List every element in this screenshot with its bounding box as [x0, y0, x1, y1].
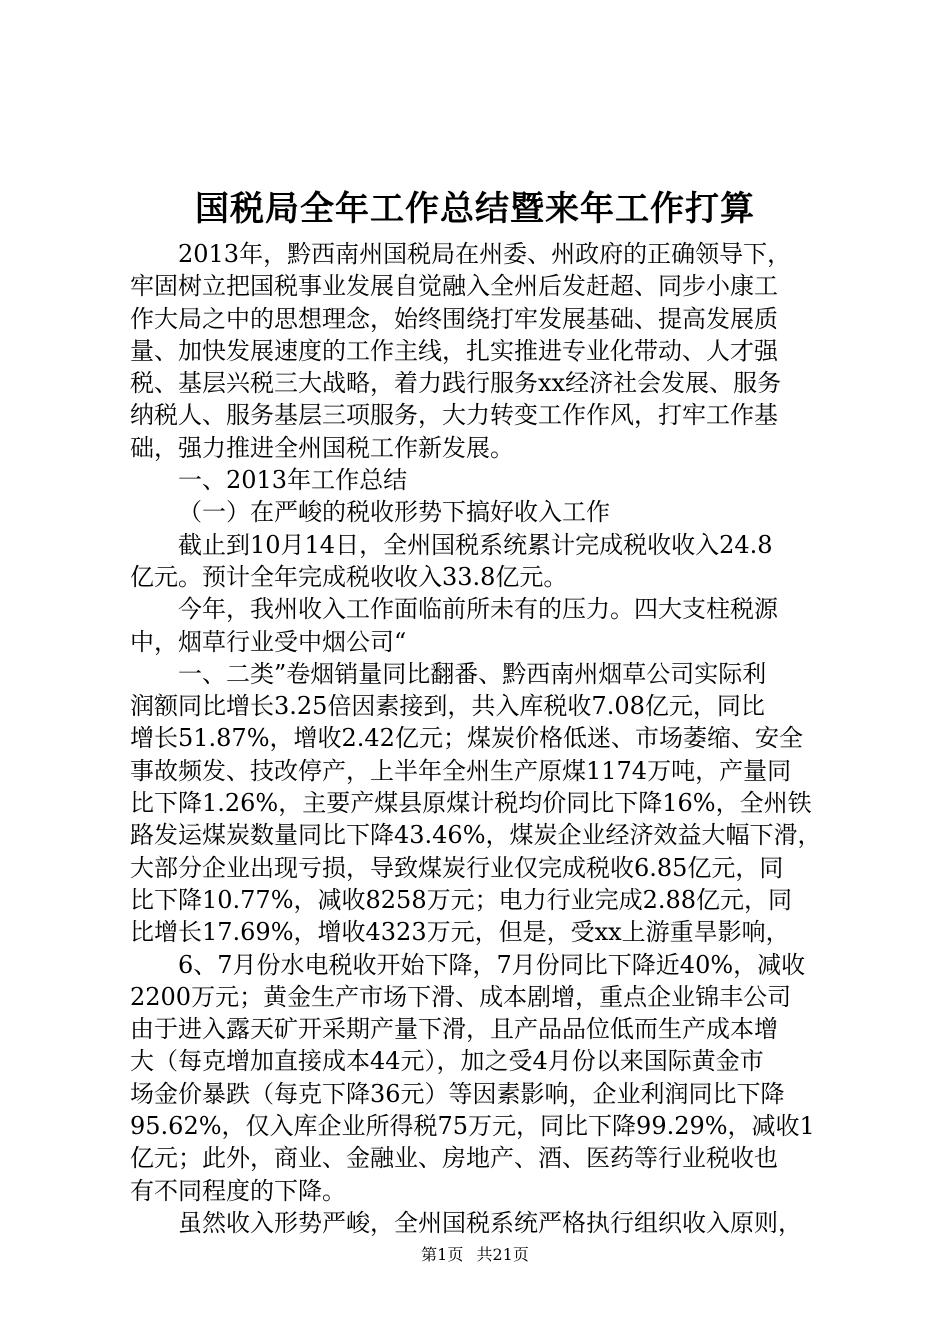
text-line: 有不同程度的下降。	[130, 1176, 346, 1205]
text-line: 由于进入露天矿开采期产量下滑，且产品品位低而生产成本增	[130, 1015, 778, 1044]
text-line: 今年，我州收入工作面临前所未有的压力。四大支柱税源	[178, 595, 778, 624]
page-number: 第1页	[421, 1245, 464, 1264]
text-line: 税、基层兴税三大战略，着力践行服务xx经济社会发展、服务	[130, 369, 782, 398]
text-line: 大部分企业出现亏损，导致煤炭行业仅完成税收6.85亿元，同	[130, 853, 784, 882]
text-line: 场金价暴跌（每克下降36元）等因素影响，企业利润同比下降	[130, 1079, 785, 1108]
text-line: 大（每克增加直接成本44元），加之受4月份以来国际黄金市	[130, 1047, 764, 1076]
text-line: 增长51.87%，增收2.42亿元；煤炭价格低迷、市场萎缩、安全	[130, 724, 803, 753]
text-line: 作大局之中的思想理念，始终围绕打牢发展基础、提高发展质	[130, 304, 778, 333]
text-line: 纳税人、服务基层三项服务，大力转变工作作风，打牢工作基	[130, 401, 778, 430]
page-footer	[0, 1243, 950, 1267]
text-line: 中，烟草行业受中烟公司“	[130, 627, 407, 656]
text-line: 比下降10.77%，减收8258万元；电力行业完成2.88亿元，同	[130, 885, 793, 914]
text-line: 牢固树立把国税事业发展自觉融入全州后发赶超、同步小康工	[130, 272, 778, 301]
text-line: 路发运煤炭数量同比下降43.46%，煤炭企业经济效益大幅下滑，	[130, 821, 822, 850]
text-line: 事故频发、技改停产，上半年全州生产原煤1174万吨，产量同	[130, 756, 792, 785]
text-line: 一、二类”卷烟销量同比翻番、黔西南州烟草公司实际利	[178, 659, 767, 688]
text-line: 础，强力推进全州国税工作新发展。	[130, 433, 514, 462]
text-line: 亿元。预计全年完成税收收入33.8亿元。	[130, 562, 568, 591]
text-line: 2013年，黔西南州国税局在州委、州政府的正确领导下，	[178, 240, 792, 268]
text-line: 比下降1.26%，主要产煤县原煤计税均价同比下降16%，全州铁	[130, 789, 812, 818]
text-line: 比增长17.69%，增收4323万元，但是，受xx上游重旱影响，	[130, 918, 790, 947]
text-line: 润额同比增长3.25倍因素接到，共入库税收7.08亿元，同比	[130, 692, 765, 721]
text-line: 2200万元；黄金生产市场下滑、成本剧增，重点企业锦丰公司	[130, 982, 792, 1011]
text-line: 截止到10月14日，全州国税系统累计完成税收收入24.8	[178, 530, 773, 559]
text-line: 95.62%，仅入库企业所得税75万元，同比下降99.29%，减收1	[130, 1112, 815, 1141]
text-line: 6、7月份水电税收开始下降，7月份同比下降近40%，减收	[178, 950, 806, 979]
text-line: 亿元；此外，商业、金融业、房地产、酒、医药等行业税收也	[130, 1144, 778, 1173]
text-line: （一）在严峻的税收形势下搞好收入工作	[178, 498, 610, 527]
text-line: 一、2013年工作总结	[178, 466, 408, 495]
page-title: 国税局全年工作总结暨来年工作打算	[195, 189, 755, 229]
body-text	[130, 238, 830, 1239]
text-line: 虽然收入形势严峻，全州国税系统严格执行组织收入原则，	[178, 1208, 802, 1237]
page-total: 共21页	[476, 1245, 529, 1264]
text-line: 量、加快发展速度的工作主线，扎实推进专业化带动、人才强	[130, 336, 778, 365]
